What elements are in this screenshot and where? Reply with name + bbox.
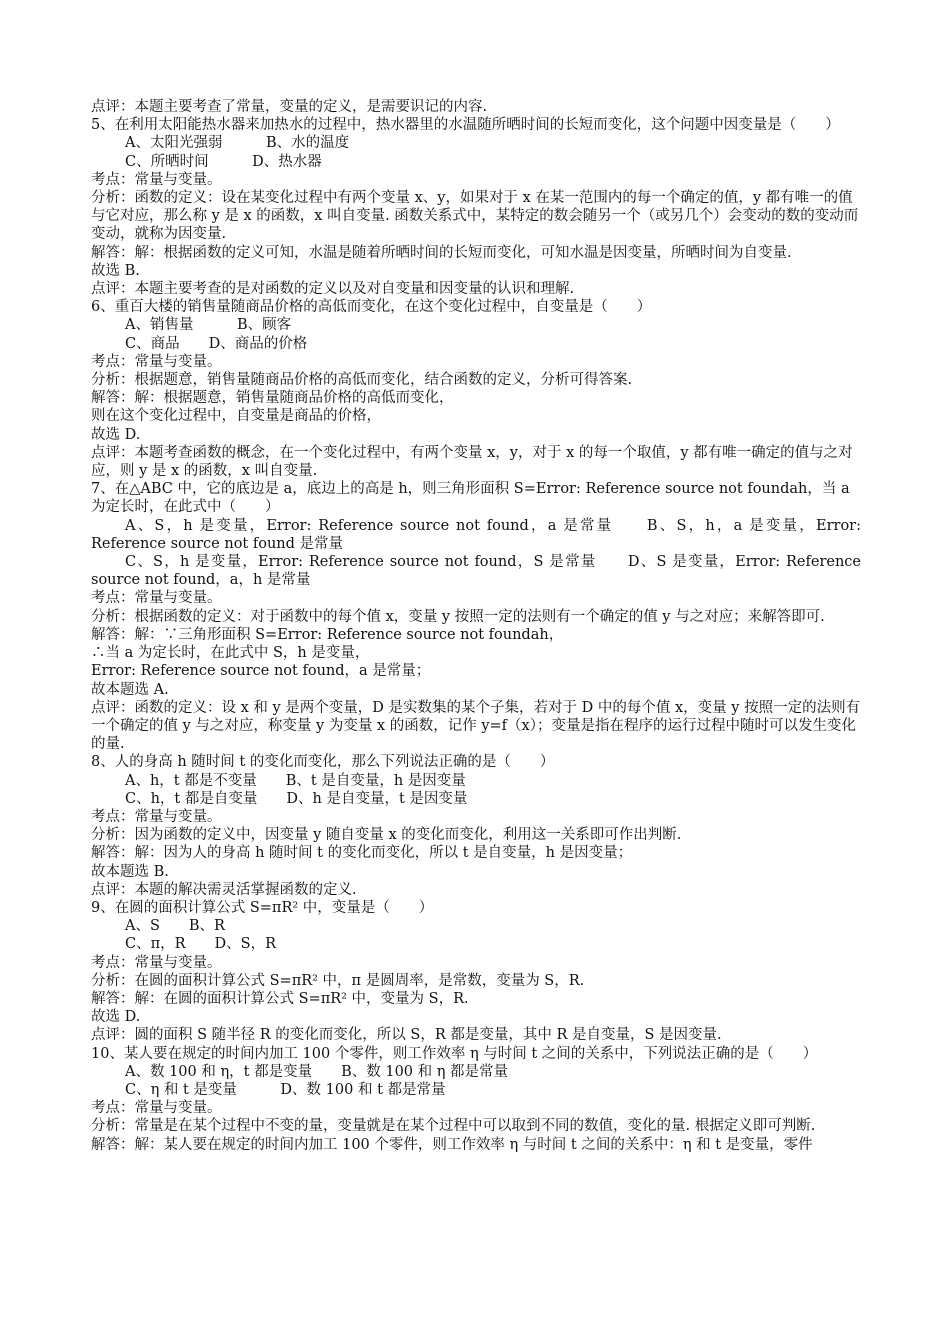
text-line: 考点：常量与变量。 (91, 808, 222, 825)
text-line: 则在这个变化过程中，自变量是商品的价格， (91, 408, 381, 425)
text-line: 点评：本题的解决需灵活掌握函数的定义. (91, 881, 357, 898)
text-line: 点评：圆的面积 S 随半径 R 的变化而变化，所以 S，R 都是变量，其中 R 是自变量，S 是因变量. (91, 1027, 722, 1044)
document-page (91, 98, 866, 1154)
text-line: 考点：常量与变量。 (91, 1100, 222, 1117)
text-line: 考点：常量与变量。 (91, 171, 222, 188)
text-line: 故本题选 A. (91, 681, 169, 698)
text-line: 故本题选 B. (91, 863, 169, 880)
text-line: 解答：解：在圆的面积计算公式 S=πR² 中，变量为 S，R. (91, 990, 469, 1007)
text-line: 分析：函数的定义：设在某变化过程中有两个变量 x、y，如果对于 x 在某一范围内的每一个确定的值，y 都有唯一的值与它对应，那么称 y 是 x 的函数，x 叫自变量. 函数关系式中，某特定的数会随另一个（或另几个）会变动的数的变动而变动，就称为因变量. (91, 190, 859, 243)
text-line: 故选 D. (91, 426, 141, 443)
text-line: 分析：根据函数的定义：对于函数中的每个值 x，变量 y 按照一定的法则有一个确定的值 y 与之对应；来解答即可. (91, 608, 825, 625)
text-line: 解答：解：某人要在规定的时间内加工 100 个零件，则工作效率 η 与时间 t 之间的关系中：η 和 t 是变量，零件 (91, 1136, 813, 1153)
text-line: 点评：本题主要考查了常量，变量的定义，是需要识记的内容. (91, 99, 488, 115)
text-line: 故选 B. (91, 262, 140, 279)
text-line: 点评：本题考查函数的概念，在一个变化过程中，有两个变量 x，y，对于 x 的每一个取值，y 都有唯一确定的值与之对应，则 y 是 x 的函数，x 叫自变量. (91, 444, 853, 480)
text-line: Error: Reference source not found，a 是常量； (91, 663, 431, 680)
text-line: 7、在△ABC 中，它的底边是 a，底边上的高是 h，则三角形面积 S=Error: Reference source not foundah，当 a 为定长时，在此式中（ ） (91, 481, 855, 516)
text-line: 点评：函数的定义：设 x 和 y 是两个变量，D 是实数集的某个子集，若对于 D 中的每个值 x，变量 y 按照一定的法则有一个确定的值 y 与之对应，称变量 y 为变量 x 的函数，记作 y=f（x）；变量是指在程序的运行过程中随时可以发生变化的量. (91, 699, 861, 753)
text-line: 分析：根据题意，销售量随商品价格的高低而变化，结合函数的定义，分析可得答案. (91, 372, 633, 389)
answer-option-line: A、S，h 是变量，Error: Reference source not found，a 是常量 B、S，h，a 是变量，Error: Reference source not found 是常量 (91, 517, 866, 552)
text-line: 解答：解：根据函数的定义可知，水温是随着所晒时间的长短而变化，可知水温是因变量，所晒时间为自变量. (91, 244, 792, 261)
answer-option-line: C、h，t 都是自变量 D、h 是自变量，t 是因变量 (125, 790, 468, 807)
text-line: 9、在圆的面积计算公式 S=πR² 中，变量是（ ） (91, 899, 434, 916)
text-line: 分析：在圆的面积计算公式 S=πR² 中，π 是圆周率，是常数，变量为 S，R. (91, 972, 585, 989)
text-line: 解答：解：根据题意，销售量随商品价格的高低而变化， (91, 390, 454, 407)
answer-option-line: C、η 和 t 是变量 D、数 100 和 t 都是常量 (125, 1081, 446, 1098)
text-line: 8、人的身高 h 随时间 t 的变化而变化，那么下列说法正确的是（ ） (91, 754, 555, 771)
answer-option-line: C、S，h 是变量，Error: Reference source not found，S 是常量 D、S 是变量，Error: Reference source not found，a，h 是常量 (91, 554, 866, 589)
text-line: 考点：常量与变量。 (91, 954, 222, 971)
text-line: ∴当 a 为定长时，在此式中 S，h 是变量， (91, 645, 370, 662)
text-line: 考点：常量与变量。 (91, 590, 222, 607)
text-line: 分析：常量是在某个过程中不变的量，变量就是在某个过程中可以取到不同的数值，变化的量. 根据定义即可判断. (91, 1118, 816, 1135)
answer-option-line: A、销售量 B、顾客 (125, 317, 292, 334)
answer-option-line: A、太阳光强弱 B、水的温度 (125, 135, 350, 152)
answer-option-line: C、π，R D、S，R (125, 936, 277, 953)
text-line: 点评：本题主要考查的是对函数的定义以及对自变量和因变量的认识和理解. (91, 281, 575, 298)
answer-option-line: A、S B、R (125, 918, 225, 935)
text-line: 解答：解：因为人的身高 h 随时间 t 的变化而变化，所以 t 是自变量，h 是因变量； (91, 845, 633, 862)
answer-option-line: C、所晒时间 D、热水器 (125, 153, 322, 170)
text-line: 分析：因为函数的定义中，因变量 y 随自变量 x 的变化而变化，利用这一关系即可作出判断. (91, 827, 682, 844)
text-line: 解答：解：∵三角形面积 S=Error: Reference source not foundah， (91, 626, 564, 643)
answer-option-line: C、商品 D、商品的价格 (125, 335, 308, 352)
text-line: 5、在利用太阳能热水器来加热水的过程中，热水器里的水温随所晒时间的长短而变化，这个问题中因变量是（ ） (91, 117, 840, 134)
text-line: 考点：常量与变量。 (91, 353, 222, 370)
answer-option-line: A、h，t 都是不变量 B、t 是自变量，h 是因变量 (125, 772, 466, 789)
answer-option-line: A、数 100 和 η，t 都是变量 B、数 100 和 η 都是常量 (125, 1063, 509, 1080)
text-line: 6、重百大楼的销售量随商品价格的高低而变化，在这个变化过程中，自变量是（ ） (91, 299, 652, 316)
text-line: 故选 D. (91, 1009, 141, 1026)
text-line: 10、某人要在规定的时间内加工 100 个零件，则工作效率 η 与时间 t 之间的关系中，下列说法正确的是（ ） (91, 1045, 818, 1062)
